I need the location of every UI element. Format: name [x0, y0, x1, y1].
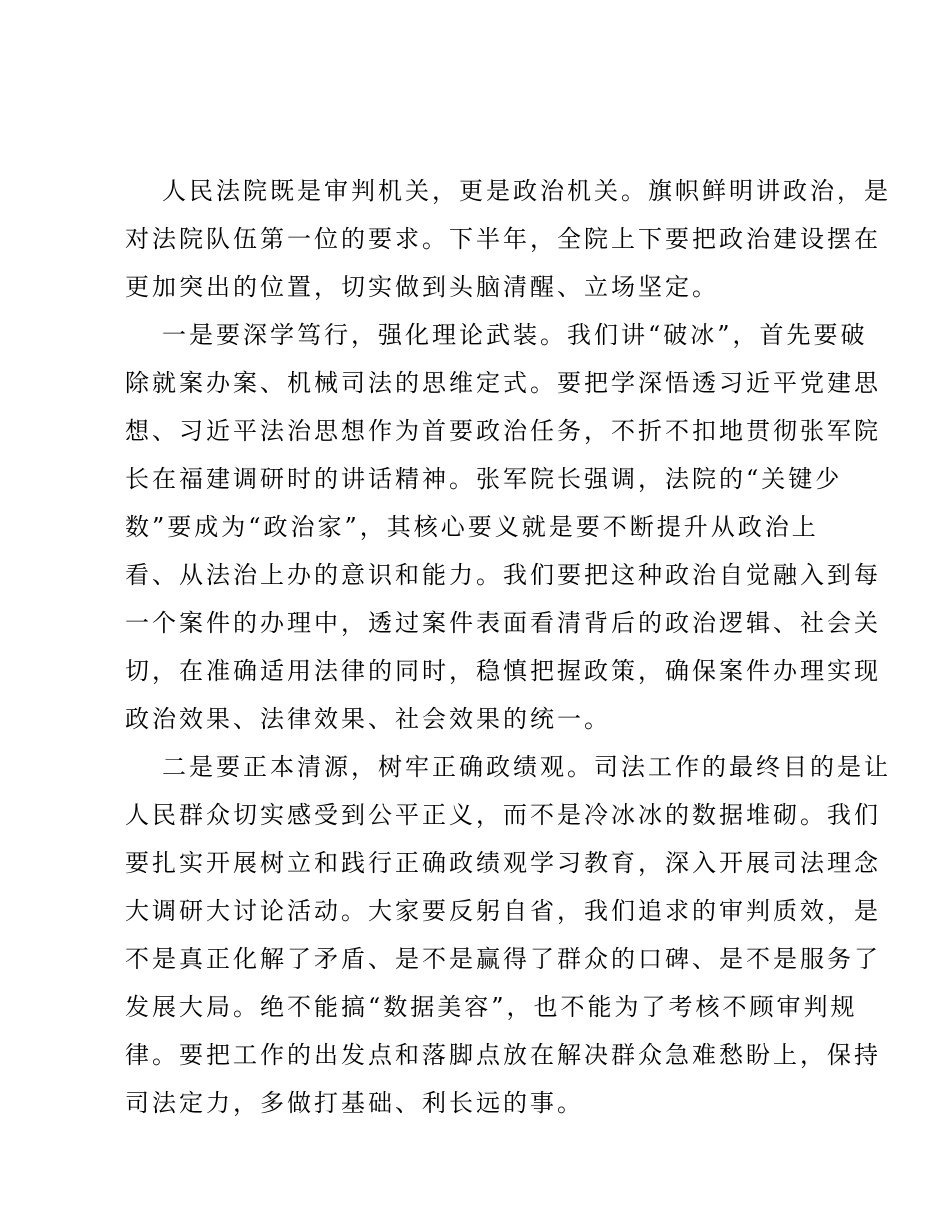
paragraph-2-line-5: 数”要成为“政治家”，其核心要义就是要不断提升从政治上 [125, 513, 819, 541]
paragraph-1-line-1: 人民法院既是审判机关，更是政治机关。旗帜鲜明讲政治，是 [162, 177, 891, 205]
paragraph-1-line-3: 更加突出的位置，切实做到头脑清醒、立场坚定。 [125, 273, 719, 301]
paragraph-2-line-9: 政治效果、法律效果、社会效果的统一。 [125, 705, 611, 733]
paragraph-1-line-2: 对法院队伍第一位的要求。下半年，全院上下要把政治建设摆在 [125, 225, 881, 253]
paragraph-3-line-7: 律。要把工作的出发点和落脚点放在解决群众急难愁盼上，保持 [125, 1041, 881, 1069]
paragraph-2-line-4: 长在福建调研时的讲话精神。张军院长强调，法院的“关键少 [125, 465, 843, 493]
paragraph-2-line-8: 切，在准确适用法律的同时，稳慎把握政策，确保案件办理实现 [125, 657, 881, 685]
paragraph-3-line-2: 人民群众切实感受到公平正义，而不是冷冰冰的数据堆砌。我们 [125, 801, 881, 829]
paragraph-2-line-6: 看、从法治上办的意识和能力。我们要把这种政治自觉融入到每 [125, 561, 881, 589]
paragraph-3-line-1: 二是要正本清源，树牢正确政绩观。司法工作的最终目的是让 [162, 753, 891, 781]
paragraph-2-line-3: 想、习近平法治思想作为首要政治任务，不折不扣地贯彻张军院 [125, 417, 881, 445]
paragraph-2-line-1: 一是要深学笃行，强化理论武装。我们讲“破冰”，首先要破 [162, 321, 868, 349]
paragraph-3-line-4: 大调研大讨论活动。大家要反躬自省，我们追求的审判质效，是 [125, 897, 881, 925]
paragraph-3-line-8: 司法定力，多做打基础、利长远的事。 [125, 1089, 584, 1117]
paragraph-3-line-3: 要扎实开展树立和践行正确政绩观学习教育，深入开展司法理念 [125, 849, 881, 877]
paragraph-3-line-6: 发展大局。绝不能搞“数据美容”，也不能为了考核不顾审判规 [125, 993, 858, 1021]
paragraph-2-line-2: 除就案办案、机械司法的思维定式。要把学深悟透习近平党建思 [125, 369, 881, 397]
paragraph-2-line-7: 一个案件的办理中，透过案件表面看清背后的政治逻辑、社会关 [125, 609, 881, 637]
paragraph-3-line-5: 不是真正化解了矛盾、是不是赢得了群众的口碑、是不是服务了 [125, 945, 881, 973]
document-body [125, 167, 891, 1127]
